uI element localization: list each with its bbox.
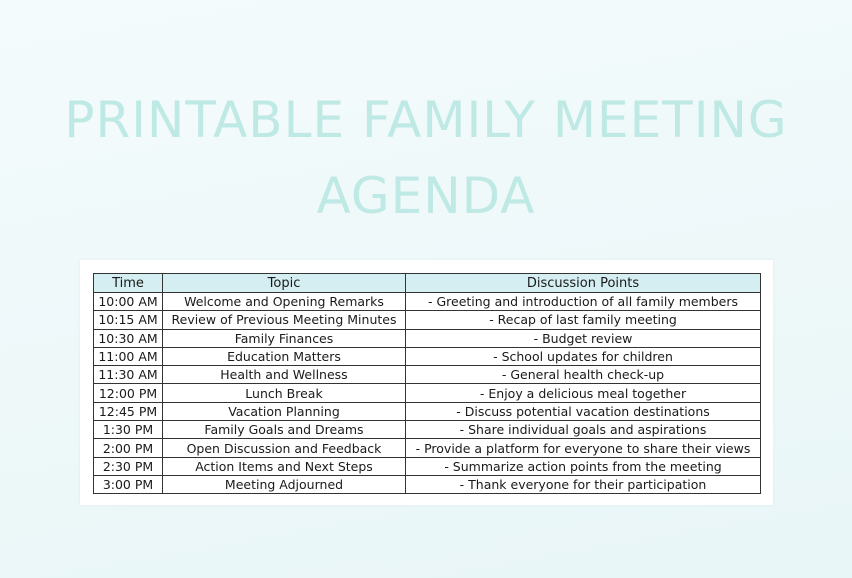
- agenda-table-body: [94, 293, 761, 494]
- header-topic: Topic: [163, 274, 406, 293]
- topic-cell: Action Items and Next Steps: [163, 457, 406, 475]
- table-row: [94, 366, 761, 384]
- time-cell: 2:00 PM: [94, 439, 163, 457]
- agenda-table: [93, 273, 761, 494]
- time-cell: 10:15 AM: [94, 311, 163, 329]
- table-row: [94, 475, 761, 493]
- discussion-points-cell: - Discuss potential vacation destinations: [406, 402, 761, 420]
- topic-cell: Family Finances: [163, 329, 406, 347]
- topic-cell: Family Goals and Dreams: [163, 421, 406, 439]
- header-time: Time: [94, 274, 163, 293]
- time-cell: 12:00 PM: [94, 384, 163, 402]
- topic-cell: Meeting Adjourned: [163, 475, 406, 493]
- table-row: [94, 329, 761, 347]
- table-row: [94, 457, 761, 475]
- time-cell: 2:30 PM: [94, 457, 163, 475]
- table-row: [94, 439, 761, 457]
- table-row: [94, 311, 761, 329]
- table-row: [94, 384, 761, 402]
- time-cell: 10:30 AM: [94, 329, 163, 347]
- topic-cell: Lunch Break: [163, 384, 406, 402]
- table-row: [94, 347, 761, 365]
- discussion-points-cell: - Greeting and introduction of all family members: [406, 293, 761, 311]
- discussion-points-cell: - School updates for children: [406, 347, 761, 365]
- time-cell: 11:30 AM: [94, 366, 163, 384]
- discussion-points-cell: - Summarize action points from the meeting: [406, 457, 761, 475]
- time-cell: 12:45 PM: [94, 402, 163, 420]
- topic-cell: Review of Previous Meeting Minutes: [163, 311, 406, 329]
- discussion-points-cell: - Provide a platform for everyone to share their views: [406, 439, 761, 457]
- table-row: [94, 421, 761, 439]
- header-discussion-points: Discussion Points: [406, 274, 761, 293]
- time-cell: 11:00 AM: [94, 347, 163, 365]
- discussion-points-cell: - Recap of last family meeting: [406, 311, 761, 329]
- time-cell: 10:00 AM: [94, 293, 163, 311]
- table-header-row: [94, 274, 761, 293]
- topic-cell: Welcome and Opening Remarks: [163, 293, 406, 311]
- discussion-points-cell: - Enjoy a delicious meal together: [406, 384, 761, 402]
- page-title: PRINTABLE FAMILY MEETING AGENDA: [64, 91, 788, 225]
- table-row: [94, 402, 761, 420]
- time-cell: 1:30 PM: [94, 421, 163, 439]
- discussion-points-cell: - Budget review: [406, 329, 761, 347]
- discussion-points-cell: - Share individual goals and aspirations: [406, 421, 761, 439]
- time-cell: 3:00 PM: [94, 475, 163, 493]
- topic-cell: Education Matters: [163, 347, 406, 365]
- topic-cell: Vacation Planning: [163, 402, 406, 420]
- table-row: [94, 293, 761, 311]
- topic-cell: Health and Wellness: [163, 366, 406, 384]
- discussion-points-cell: - General health check-up: [406, 366, 761, 384]
- discussion-points-cell: - Thank everyone for their participation: [406, 475, 761, 493]
- topic-cell: Open Discussion and Feedback: [163, 439, 406, 457]
